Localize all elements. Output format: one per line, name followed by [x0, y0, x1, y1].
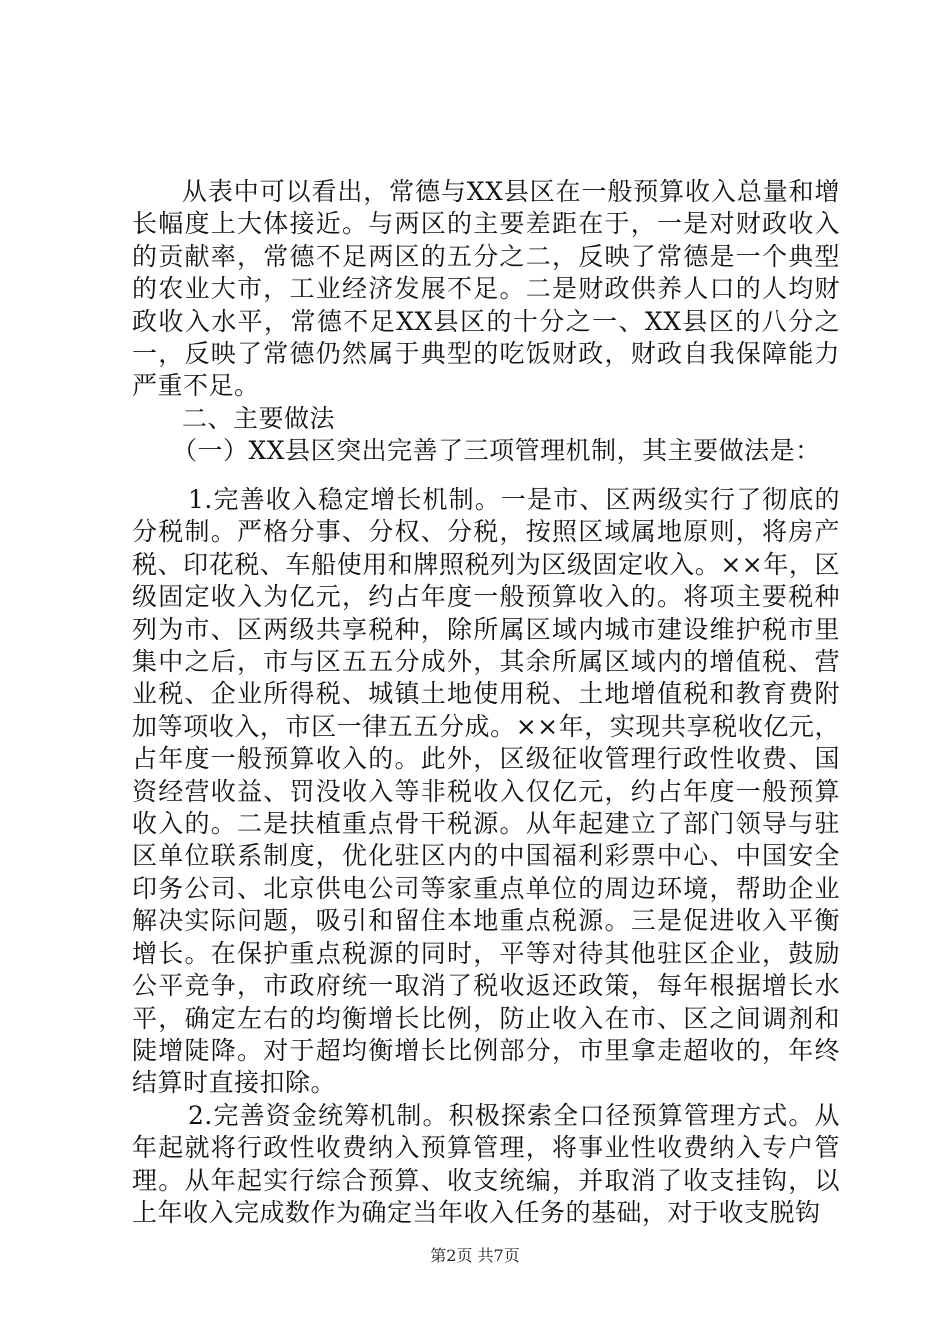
paragraph-item-2: 2.完善资金统筹机制。积极探索全口径预算管理方式。从年起就将行政性收费纳入预算管理，将事业性收费纳入专户管理。从年起实行综合预算、收支统编，并取消了收支挂钩，以上年收入完成数作为确定当年收入任务的基础，对于收支脱钩	[132, 1100, 840, 1227]
section-heading: 二、主要做法	[182, 403, 336, 433]
paragraph-item-1: 1.完善收入稳定增长机制。一是市、区两级实行了彻底的分税制。严格分事、分权、分税，按照区域属地原则，将房产税、印花税、车船使用和牌照税列为区级固定收入。××年，区级固定收入为亿元，约占年度一般预算收入的。将项主要税种列为市、区两级共享税种，除所属区域内城市建设维护税市里集中之后，市与区五五分成外，其余所属区域内的增值税、营业税、企业所得税、城镇土地使用税、土地增值税和教育费附加等项收入，市区一律五五分成。××年，实现共享税收亿元，占年度一般预算收入的。此外，区级征收管理行政性收费、国资经营收益、罚没收入等非税收入仅亿元，约占年度一般预算收入的。二是扶植重点骨干税源。从年起建立了部门领导与驻区单位联系制度，优化驻区内的中国福利彩票中心、中国安全印务公司、北京供电公司等家重点单位的周边环境，帮助企业解决实际问题，吸引和留住本地重点税源。三是促进收入平衡增长。在保护重点税源的同时，平等对待其他驻区企业，鼓励公平竞争，市政府统一取消了税收返还政策，每年根据增长水平，确定左右的均衡增长比例，防止收入在市、区之间调剂和陡增陡降。对于超均衡增长比例部分，市里拿走超收的，年终结算时直接扣除。	[132, 485, 840, 1098]
page-footer: 第2页 共7页	[430, 1246, 520, 1265]
paragraph-intro: 从表中可以看出，常德与XX县区在一般预算收入总量和增长幅度上大体接近。与两区的主要差距在于，一是对财政收入的贡献率，常德不足两区的五分之二，反映了常德是一个典型的农业大市，工业经济发展不足。二是财政供养人口的人均财政收入水平，常德不足XX县区的十分之一、XX县区的八分之一，反映了常德仍然属于典型的吃饭财政，财政自我保障能力严重不足。	[132, 177, 840, 401]
body-text-main	[132, 484, 840, 1229]
body-text-top	[132, 176, 840, 468]
subsection-heading: （一）XX县区突出完善了三项管理机制，其主要做法是：	[172, 436, 821, 466]
